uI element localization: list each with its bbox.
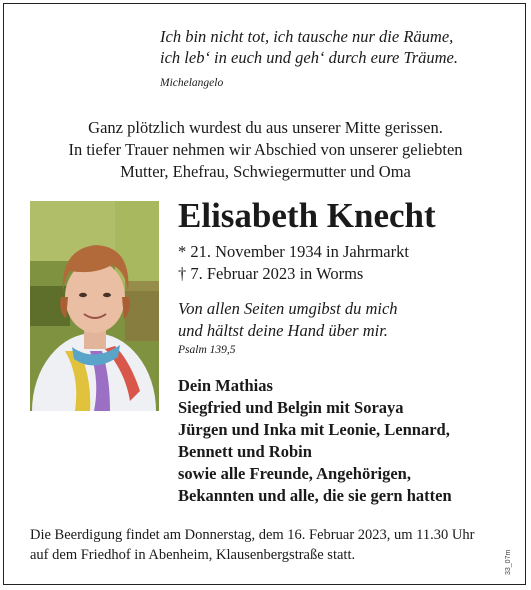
funeral-info: [30, 525, 474, 565]
ad-code: 33_07m: [505, 549, 512, 575]
funeral-line: auf dem Friedhof in Abenheim, Klausenbergstraße statt.: [30, 547, 356, 563]
quote-line: Ich bin nicht tot, ich tausche nur die Räume,: [160, 27, 454, 46]
opening-quote: [160, 26, 458, 68]
psalm-line: und hältst deine Hand über mir.: [178, 321, 388, 340]
mourner-line: Jürgen und Inka mit Leonie, Lennard,: [178, 420, 450, 439]
mourner-line: Siegfried und Belgin mit Soraya: [178, 398, 404, 417]
birth-date: * 21. November 1934 in Jahrmarkt: [178, 242, 409, 261]
quote-author: Michelangelo: [160, 77, 224, 89]
intro-text: [0, 117, 531, 183]
quote-line: ich leb‘ in euch und geh‘ durch eure Träume.: [160, 48, 458, 67]
funeral-line: Die Beerdigung findet am Donnerstag, dem 16. Februar 2023, um 11.30 Uhr: [30, 527, 475, 543]
mourner-line: Bekannten und alle, die sie gern hatten: [178, 486, 452, 505]
mourner-line: Dein Mathias: [178, 376, 273, 395]
intro-line: Ganz plötzlich wurdest du aus unserer Mitte gerissen.: [88, 118, 443, 137]
portrait-photo: [30, 201, 159, 411]
deceased-name: Elisabeth Knecht: [178, 196, 436, 235]
psalm-line: Von allen Seiten umgibst du mich: [178, 299, 398, 318]
psalm-reference: Psalm 139,5: [178, 344, 236, 356]
mourner-line: sowie alle Freunde, Angehörigen,: [178, 464, 411, 483]
life-dates: [178, 241, 409, 285]
psalm-quote: [178, 298, 398, 342]
mourners-list: [178, 375, 452, 507]
intro-line: In tiefer Trauer nehmen wir Abschied von unserer geliebten: [68, 140, 463, 159]
intro-line: Mutter, Ehefrau, Schwiegermutter und Oma: [120, 162, 411, 181]
death-date: † 7. Februar 2023 in Worms: [178, 264, 364, 283]
mourner-line: Bennett und Robin: [178, 442, 312, 461]
